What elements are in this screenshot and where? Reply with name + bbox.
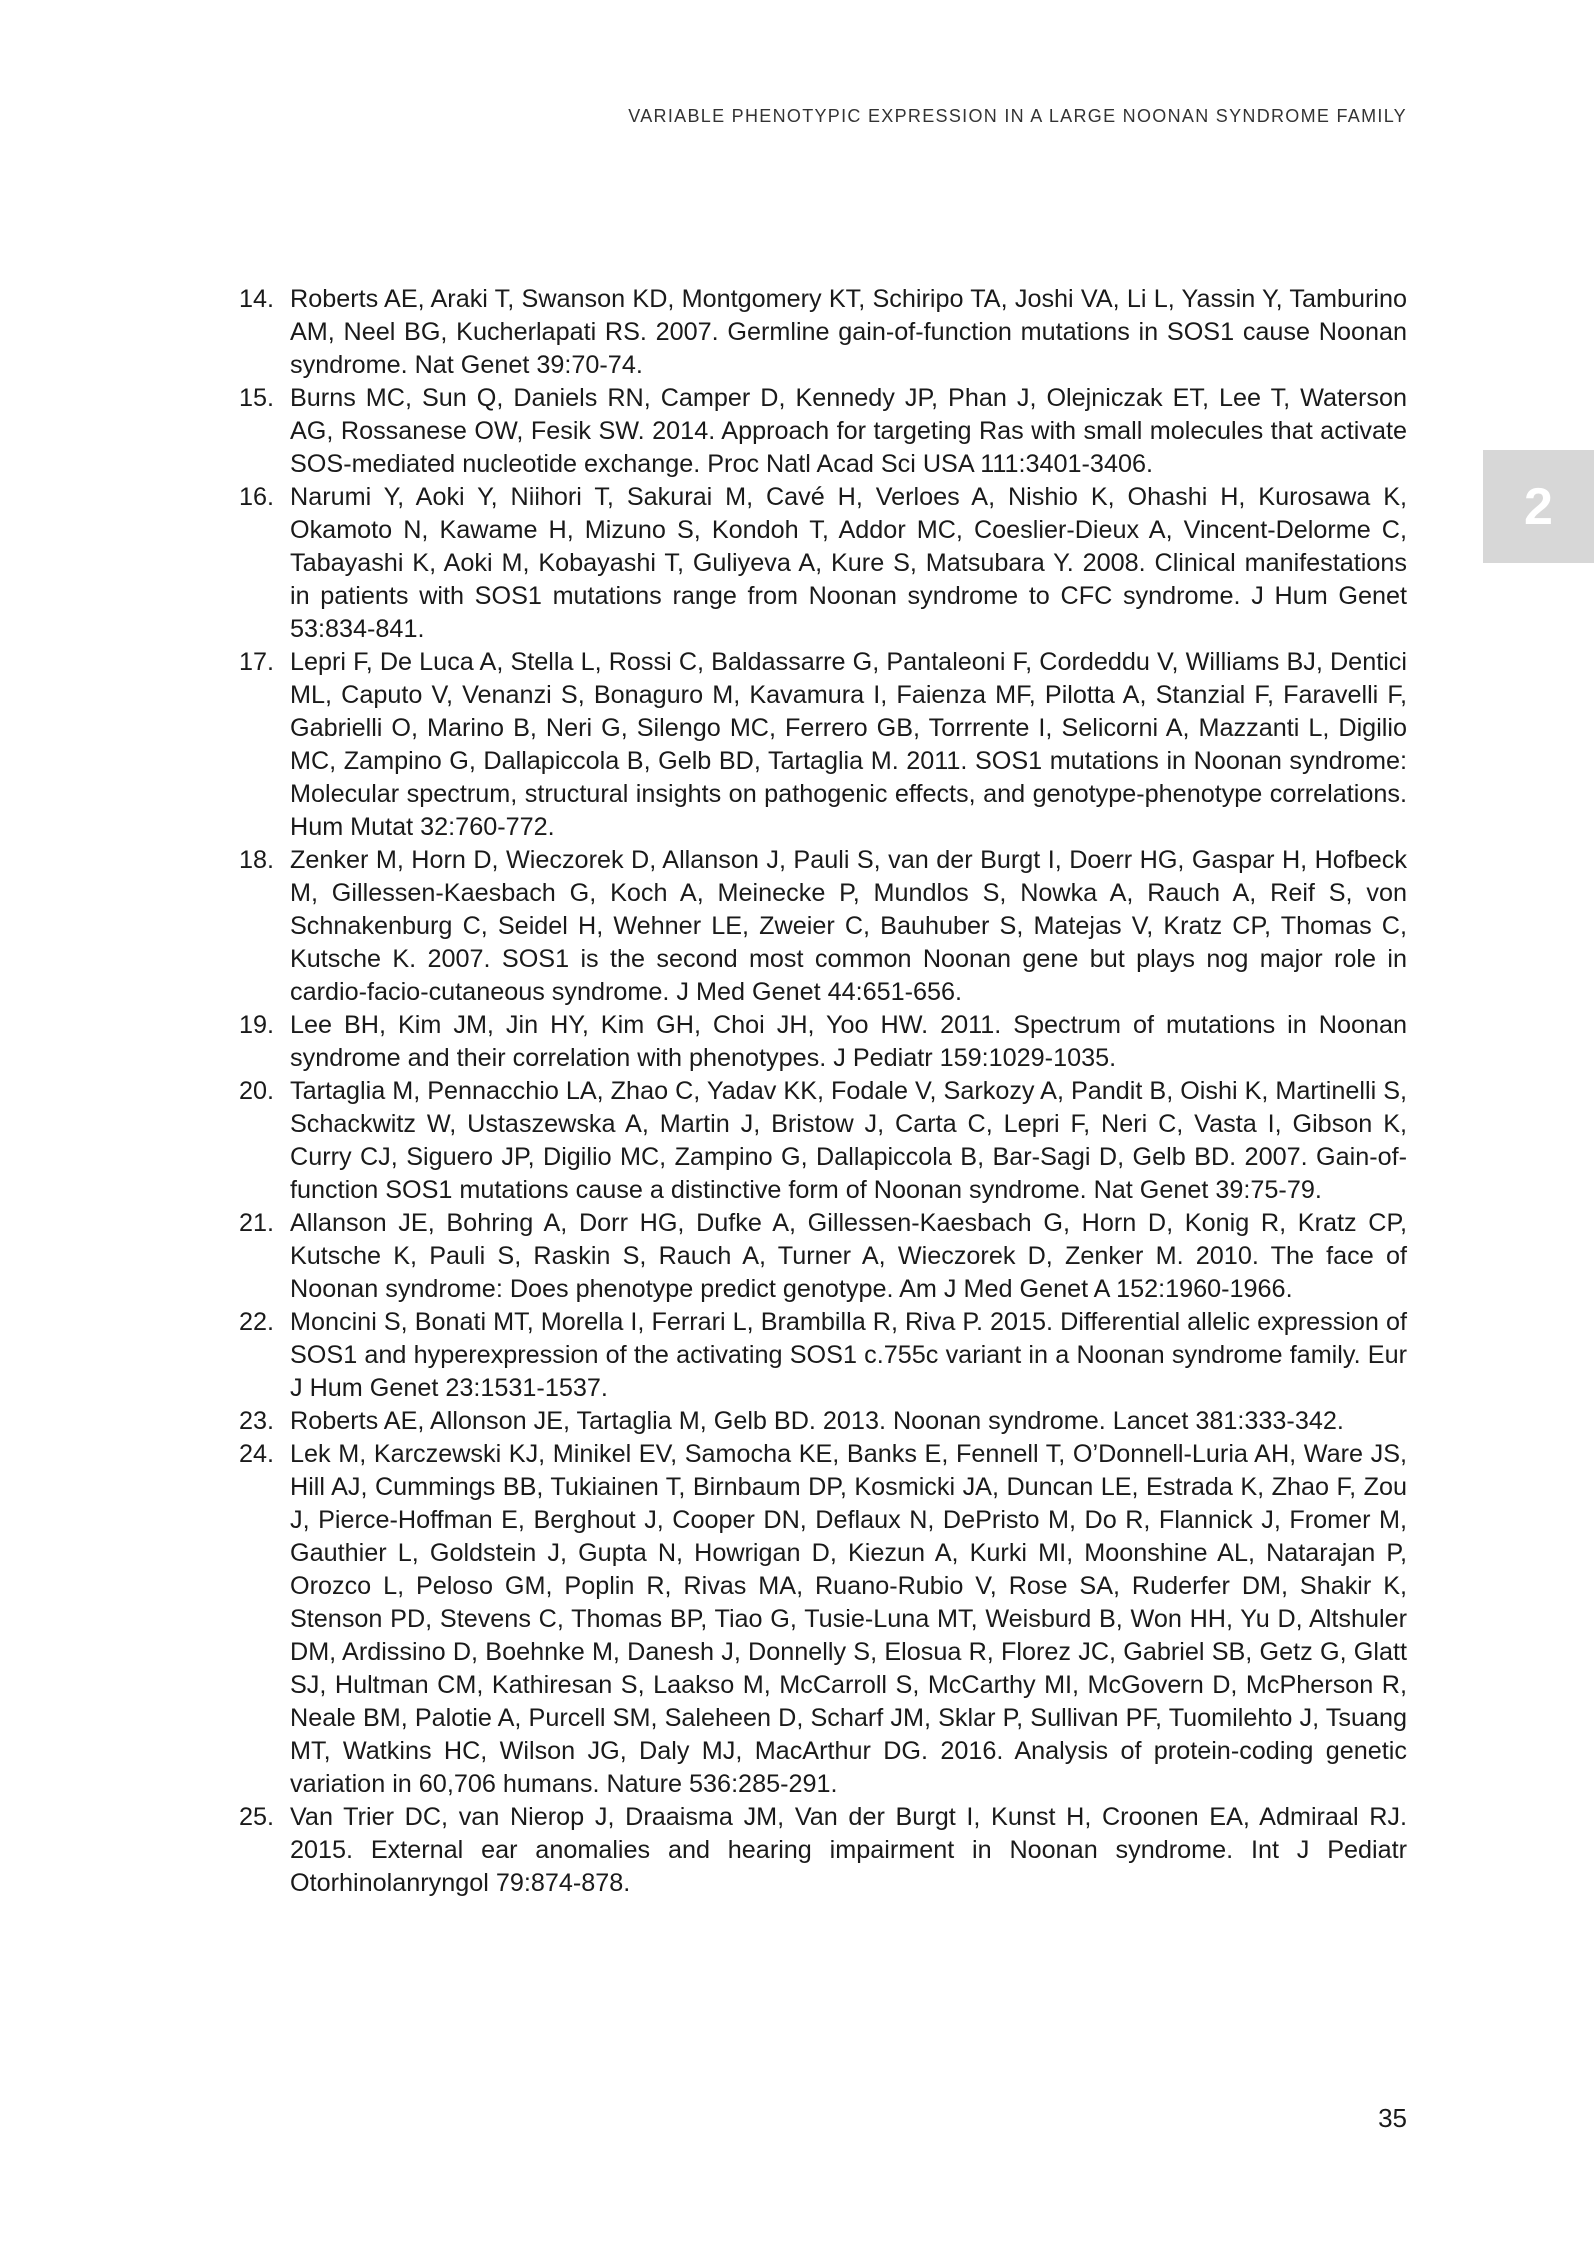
- reference-item: [230, 481, 1407, 646]
- reference-number: 21.: [238, 1209, 274, 1237]
- chapter-tab: [1483, 450, 1594, 563]
- reference-number: 16.: [238, 483, 274, 511]
- reference-text: Narumi Y, Aoki Y, Niihori T, Sakurai M, Cavé H, Verloes A, Nishio K, Ohashi H, Kurosawa K, Okamoto N, Kawame H, Mizuno S, Kondoh T, Addor MC, Coeslier-Dieux A, Vincent-Delorme C, Tabayashi K, Aoki M, Kobayashi T, Guliyeva A, Kure S, Matsubara Y. 2008. Clinical manifestations in patients with SOS1 mutations range from Noonan syndrome to CFC syndrome. J Hum Genet 53:834-841.: [290, 483, 1407, 643]
- reference-number: 18.: [238, 846, 274, 874]
- reference-item: [230, 1438, 1407, 1801]
- reference-number: 17.: [238, 648, 274, 676]
- reference-number: 14.: [238, 285, 274, 313]
- reference-item: [230, 646, 1407, 844]
- reference-text: Lepri F, De Luca A, Stella L, Rossi C, Baldassarre G, Pantaleoni F, Cordeddu V, Williams BJ, Dentici ML, Caputo V, Venanzi S, Bonaguro M, Kavamura I, Faienza MF, Pilotta A, Stanzial F, Faravelli F, Gabrielli O, Marino B, Neri G, Silengo MC, Ferrero GB, Torrrente I, Selicorni A, Mazzanti L, Digilio MC, Zampino G, Dallapiccola B, Gelb BD, Tartaglia M. 2011. SOS1 mutations in Noonan syndrome: Molecular spectrum, structural insights on pathogenic effects, and genotype-phenotype correlations. Hum Mutat 32:760-772.: [290, 648, 1407, 841]
- chapter-number: 2: [1524, 477, 1553, 536]
- reference-number: 23.: [238, 1407, 274, 1435]
- reference-text: Tartaglia M, Pennacchio LA, Zhao C, Yadav KK, Fodale V, Sarkozy A, Pandit B, Oishi K, Martinelli S, Schackwitz W, Ustaszewska A, Martin J, Bristow J, Carta C, Lepri F, Neri C, Vasta I, Gibson K, Curry CJ, Siguero JP, Digilio MC, Zampino G, Dallapiccola B, Bar-Sagi D, Gelb BD. 2007. Gain-of-function SOS1 mutations cause a distinctive form of Noonan syndrome. Nat Genet 39:75-79.: [290, 1077, 1407, 1204]
- reference-text: Allanson JE, Bohring A, Dorr HG, Dufke A, Gillessen-Kaesbach G, Horn D, Konig R, Kratz CP, Kutsche K, Pauli S, Raskin S, Rauch A, Turner A, Wieczorek D, Zenker M. 2010. The face of Noonan syndrome: Does phenotype predict genotype. Am J Med Genet A 152:1960-1966.: [290, 1209, 1407, 1303]
- reference-number: 19.: [238, 1011, 274, 1039]
- reference-list: [230, 283, 1407, 1900]
- reference-number: 24.: [238, 1440, 274, 1468]
- reference-number: 15.: [238, 384, 274, 412]
- reference-item: [230, 1009, 1407, 1075]
- reference-item: [230, 283, 1407, 382]
- reference-text: Roberts AE, Araki T, Swanson KD, Montgomery KT, Schiripo TA, Joshi VA, Li L, Yassin Y, Tamburino AM, Neel BG, Kucherlapati RS. 2007. Germline gain-of-function mutations in SOS1 cause Noonan syndrome. Nat Genet 39:70-74.: [290, 285, 1407, 379]
- reference-text: Lee BH, Kim JM, Jin HY, Kim GH, Choi JH, Yoo HW. 2011. Spectrum of mutations in Noonan syndrome and their correlation with phenotypes. J Pediatr 159:1029-1035.: [290, 1011, 1407, 1072]
- reference-text: Burns MC, Sun Q, Daniels RN, Camper D, Kennedy JP, Phan J, Olejniczak ET, Lee T, Waterson AG, Rossanese OW, Fesik SW. 2014. Approach for targeting Ras with small molecules that activate SOS-mediated nucleotide exchange. Proc Natl Acad Sci USA 111:3401-3406.: [290, 384, 1407, 478]
- reference-text: Zenker M, Horn D, Wieczorek D, Allanson J, Pauli S, van der Burgt I, Doerr HG, Gaspar H, Hofbeck M, Gillessen-Kaesbach G, Koch A, Meinecke P, Mundlos S, Nowka A, Rauch A, Reif S, von Schnakenburg C, Seidel H, Wehner LE, Zweier C, Bauhuber S, Matejas V, Kratz CP, Thomas C, Kutsche K. 2007. SOS1 is the second most common Noonan gene but plays nog major role in cardio-facio-cutaneous syndrome. J Med Genet 44:651-656.: [290, 846, 1407, 1006]
- reference-item: [230, 844, 1407, 1009]
- page-number: 35: [1378, 2103, 1407, 2133]
- reference-item: [230, 1801, 1407, 1900]
- reference-item: [230, 1405, 1407, 1438]
- reference-item: [230, 1306, 1407, 1405]
- reference-text: Lek M, Karczewski KJ, Minikel EV, Samocha KE, Banks E, Fennell T, O’Donnell-Luria AH, Ware JS, Hill AJ, Cummings BB, Tukiainen T, Birnbaum DP, Kosmicki JA, Duncan LE, Estrada K, Zhao F, Zou J, Pierce-Hoffman E, Berghout J, Cooper DN, Deflaux N, DePristo M, Do R, Flannick J, Fromer M, Gauthier L, Goldstein J, Gupta N, Howrigan D, Kiezun A, Kurki MI, Moonshine AL, Natarajan P, Orozco L, Peloso GM, Poplin R, Rivas MA, Ruano-Rubio V, Rose SA, Ruderfer DM, Shakir K, Stenson PD, Stevens C, Thomas BP, Tiao G, Tusie-Luna MT, Weisburd B, Won HH, Yu D, Altshuler DM, Ardissino D, Boehnke M, Danesh J, Donnelly S, Elosua R, Florez JC, Gabriel SB, Getz G, Glatt SJ, Hultman CM, Kathiresan S, Laakso M, McCarroll S, McCarthy MI, McGovern D, McPherson R, Neale BM, Palotie A, Purcell SM, Saleheen D, Scharf JM, Sklar P, Sullivan PF, Tuomilehto J, Tsuang MT, Watkins HC, Wilson JG, Daly MJ, MacArthur DG. 2016. Analysis of protein-coding genetic variation in 60,706 humans. Nature 536:285-291.: [290, 1440, 1407, 1798]
- reference-text: Roberts AE, Allonson JE, Tartaglia M, Gelb BD. 2013. Noonan syndrome. Lancet 381:333-342.: [290, 1407, 1344, 1435]
- reference-text: Van Trier DC, van Nierop J, Draaisma JM, Van der Burgt I, Kunst H, Croonen EA, Admiraal RJ. 2015. External ear anomalies and hearing impairment in Noonan syndrome. Int J Pediatr Otorhinolanryngol 79:874-878.: [290, 1803, 1407, 1897]
- reference-number: 20.: [238, 1077, 274, 1105]
- reference-number: 22.: [238, 1308, 274, 1336]
- reference-item: [230, 1207, 1407, 1306]
- running-header: VARIABLE PHENOTYPIC EXPRESSION IN A LARGE NOONAN SYNDROME FAMILY: [628, 106, 1407, 126]
- reference-item: [230, 1075, 1407, 1207]
- reference-item: [230, 382, 1407, 481]
- reference-number: 25.: [238, 1803, 274, 1831]
- reference-text: Moncini S, Bonati MT, Morella I, Ferrari L, Brambilla R, Riva P. 2015. Differential allelic expression of SOS1 and hyperexpression of the activating SOS1 c.755c variant in a Noonan syndrome family. Eur J Hum Genet 23:1531-1537.: [290, 1308, 1407, 1402]
